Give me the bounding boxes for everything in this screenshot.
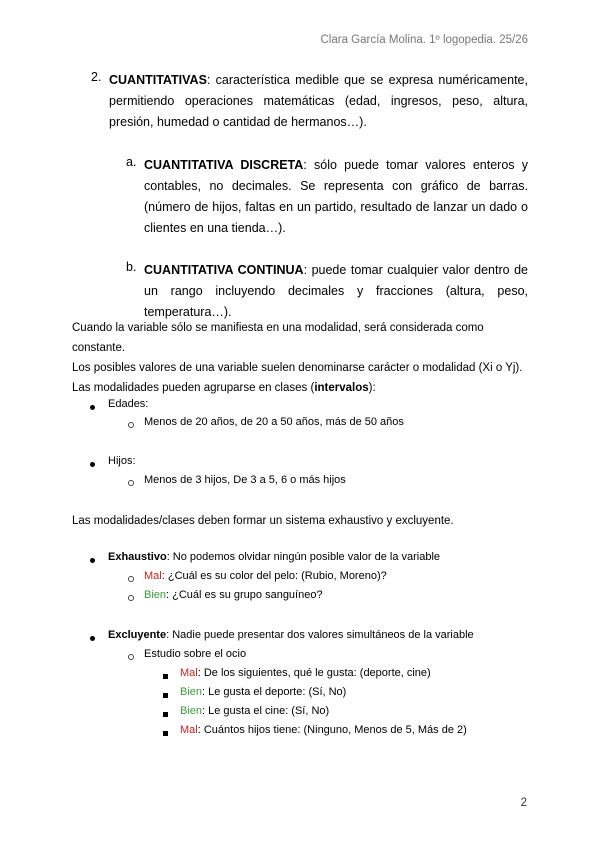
term-cuantitativas: CUANTITATIVAS <box>109 73 207 87</box>
excluyente-item: Bien: Le gusta el cine: (Sí, No) <box>180 705 330 717</box>
list-marker: a. <box>126 155 137 169</box>
exhaustivo-bien: Bien: ¿Cuál es su grupo sanguíneo? <box>144 589 323 601</box>
group-edades-label: Edades: <box>108 398 149 410</box>
group-edades-value: Menos de 20 años, de 20 a 50 años, más de 50 años <box>144 416 404 428</box>
paragraph-constante: Cuando la variable sólo se manifiesta en una modalidad, será considerada como constante. Los posibles valores de una variable suelen denominarse carácter o modalidad (Xi o Yj). Las modalidades pueden agruparse en clases (intervalos): <box>72 322 523 394</box>
page-header: Clara García Molina. 1º logopedia. 25/26 <box>320 34 528 46</box>
list-item-text: CUANTITATIVA DISCRETA: sólo puede tomar valores enteros y contables, no decimales. Se representa con gráfico de barras. (número de hijos, faltas en un partido, resultado de lanzar un dado o clientes en una tienda…). <box>144 158 528 235</box>
bullet-square <box>163 669 168 684</box>
excluyente-definition: Excluyente: Nadie puede presentar dos valores simultáneos de la variable <box>108 629 474 641</box>
excluyente-item: Mal: Cuántos hijos tiene: (Ninguno, Menos de 5, Más de 2) <box>180 724 467 736</box>
bullet-square <box>163 726 168 741</box>
excluyente-estudio: Estudio sobre el ocio <box>144 648 247 660</box>
bullet-circle <box>128 572 134 587</box>
page-number: 2 <box>520 797 527 809</box>
list-item-text: CUANTITATIVA CONTINUA: puede tomar cualquier valor dentro de un rango incluyendo decimales y fracciones (altura, peso, temperatura…). <box>144 263 528 319</box>
bullet-square <box>163 688 168 703</box>
excluyente-item: Bien: Le gusta el deporte: (Sí, No) <box>180 686 347 698</box>
group-hijos-value: Menos de 3 hijos, De 3 a 5, 6 o más hijos <box>144 474 346 486</box>
bullet-circle <box>128 418 134 433</box>
exhaustivo-mal: Mal: ¿Cuál es su color del pelo: (Rubio, Moreno)? <box>144 570 387 582</box>
bullet-dot <box>90 400 95 415</box>
list-item-text: CUANTITATIVAS: característica medible que se expresa numéricamente, permitiendo operaciones matemáticas (edad, ingresos, peso, altura, presión, humedad o cantidad de hermanos…). <box>109 73 528 129</box>
bullet-square <box>163 707 168 722</box>
bullet-circle <box>128 650 134 665</box>
bullet-dot <box>90 631 95 646</box>
term-discreta: CUANTITATIVA DISCRETA <box>144 158 304 172</box>
bullet-dot <box>90 553 95 568</box>
list-marker: 2. <box>91 70 102 84</box>
paragraph-sistema: Las modalidades/clases deben formar un sistema exhaustivo y excluyente. <box>72 515 454 527</box>
bullet-dot <box>90 457 95 472</box>
list-item-discreta <box>126 155 528 239</box>
excluyente-item: Mal: De los siguientes, qué le gusta: (deporte, cine) <box>180 667 431 679</box>
term-continua: CUANTITATIVA CONTINUA <box>144 263 304 277</box>
list-item-cuantitativas <box>91 70 528 133</box>
bullet-circle <box>128 476 134 491</box>
exhaustivo-definition: Exhaustivo: No podemos olvidar ningún posible valor de la variable <box>108 551 441 563</box>
list-marker: b. <box>126 260 137 274</box>
bullet-circle <box>128 591 134 606</box>
group-hijos-label: Hijos: <box>108 455 136 467</box>
list-item-continua <box>126 260 528 323</box>
